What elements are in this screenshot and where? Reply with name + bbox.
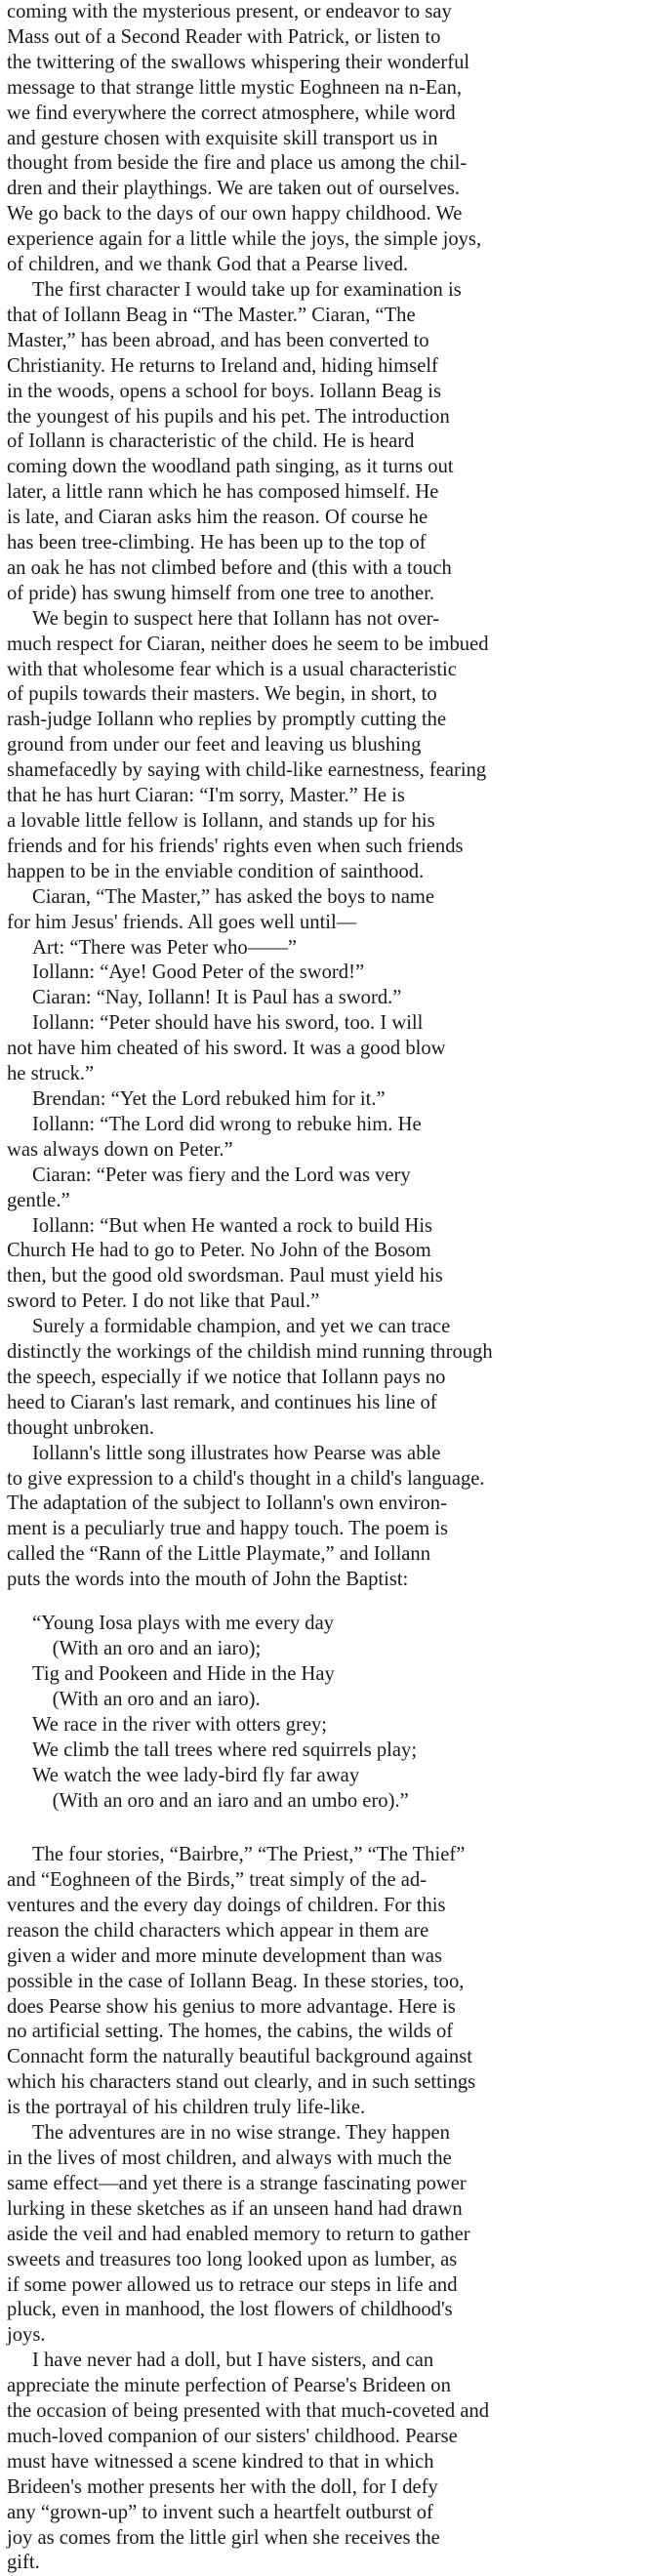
dialogue-line-iollann-2: Iollann: “Peter should have his sword, too. I will not have him cheated of his sword. It was a good blow he struck.”: [7, 1012, 446, 1085]
paragraph-suspect: We begin to suspect here that Iollann has not over- much respect for Ciaran, neither does he seem to be imbued with that wholesome fear which is a usual characteristic of pupils towards their masters. We begin, in short, to rash-judge Iollann who replies by promptly cutting the ground from under our feet and leaving us blushing shamefacedly by saying with child-like earnestness, fearing that he has hurt Ciaran: “I'm sorry, Master.” He is a lovable little fellow is Iollann, and stands up for his friends and for his friends' rights even when such friends happen to be in the enviable condition of sainthood.: [7, 607, 489, 882]
paragraph-adventures: The adventures are in no wise strange. They happen in the lives of most children, and always with much the same effect—and yet there is a strange fascinating power lurking in these sketches as if an unseen hand had drawn aside the veil and had enabled memory to return to gather sweets and treasures too long looked upon as lumber, as if some power allowed us to retrace our steps in life and pluck, even in manhood, the lost flowers of childhood's joys.: [7, 2122, 470, 2347]
spacer: [7, 1593, 643, 1611]
paragraph-master-asks: Ciaran, “The Master,” has asked the boys to name for him Jesus' friends. All goes well until—: [7, 885, 435, 933]
dialogue-line-iollann-1: Iollann: “Aye! Good Peter of the sword!”: [32, 961, 365, 984]
dialogue-line-ciaran-2: Ciaran: “Peter was fiery and the Lord was very gentle.”: [7, 1164, 411, 1211]
article-column: [7, 0, 643, 2576]
paragraph-doll: I have never had a doll, but I have sisters, and can appreciate the minute perfection of Pearse's Brideen on the occasion of being presented with that much-coveted and much-loved companion of our sisters' childhood. Pearse must have witnessed a scene kindred to that in which Brideen's mother presents her with the doll, for I defy any “grown-up” to invent such a heartfelt outburst of joy as comes from the little girl when she receives the gift.: [7, 2350, 490, 2574]
dialogue-line-art: Art: “There was Peter who——”: [32, 936, 298, 959]
dialogue-line-iollann-3: Iollann: “The Lord did wrong to rebuke him. He was always down on Peter.”: [7, 1113, 422, 1161]
spacer: [7, 1814, 643, 1843]
paragraph-little-song: Iollann's little song illustrates how Pearse was able to give expression to a child's thought in a child's language. The adaptation of the subject to Iollann's own environ- ment is a peculiarly true and happy touch. The poem is called the “Rann of the Little Playmate,” and Iollann puts the words into the mouth of John the Baptist:: [7, 1442, 485, 1591]
dialogue-line-ciaran-1: Ciaran: “Nay, Iollann! It is Paul has a sword.”: [32, 987, 402, 1009]
paragraph-champion: Surely a formidable champion, and yet we can trace distinctly the workings of the childish mind running through the speech, especially if we notice that Iollann pays no heed to Ciaran's last remark, and continues his line of thought unbroken.: [7, 1316, 493, 1439]
paragraph-four-stories: The four stories, “Bairbre,” “The Priest,” “The Thief” and “Eoghneen of the Birds,” treat simply of the ad- ventures and the every day doings of children. For this reason the child characters which appear in them are given a wider and more minute development than was possible in the case of Iollann Beag. In these stories, too, does Pearse show his genius to more advantage. Here is no artificial setting. The homes, the cabins, the wilds of Connacht form the naturally beautiful background against which his characters stand out clearly, and in such settings is the portrayal of his children truly life-like.: [7, 1844, 476, 2119]
poem-rann-little-playmate: “Young Iosa plays with me every day (With an oro and an iaro); Tig and Pookeen and Hide in the Hay (With an oro and an iaro). We race in the river with otters grey; We climb the tall trees where red squirrels play; We watch the wee lady-bird fly far away (With an oro and an iaro and an umbo ero).”: [32, 1613, 418, 1813]
dialogue-line-iollann-4: Iollann: “But when He wanted a rock to build His Church He had to go to Peter. No John of the Bosom then, but the good old swordsman. Paul must yield his sword to Peter. I do not like that Paul.”: [7, 1214, 443, 1313]
paragraph-iollann-intro: The first character I would take up for examination is that of Iollann Beag in “The Master.” Ciaran, “The Master,” has been abroad, and has been converted to Christianity. He returns to Ireland and, hiding himself in the woods, opens a school for boys. Iollann Beag is the youngest of his pupils and his pet. The introduction of Iollann is characteristic of the child. He is heard coming down the woodland path singing, as it turns out later, a little rann which he has composed himself. He is late, and Ciaran asks him the reason. Of course he has been tree-climbing. He has been up to the top of an oak he has not climbed before and (this with a touch of pride) has swung himself from one tree to another.: [7, 278, 462, 604]
paragraph-opening: coming with the mysterious present, or endeavor to say Mass out of a Second Reader with Patrick, or listen to the twittering of the swallows whispering their wonderful message to that strange little mystic Eoghneen na n-Ean, we find everywhere the correct atmosphere, while word and gesture chosen with exquisite skill transport us in thought from beside the fire and place us among the chil- dren and their playthings. We are taken out of ourselves. We go back to the days of our own happy childhood. We experience again for a little while the joys, the simple joys, of children, and we thank God that a Pearse lived.: [7, 1, 482, 276]
dialogue-line-brendan: Brendan: “Yet the Lord rebuked him for it.”: [32, 1087, 386, 1110]
